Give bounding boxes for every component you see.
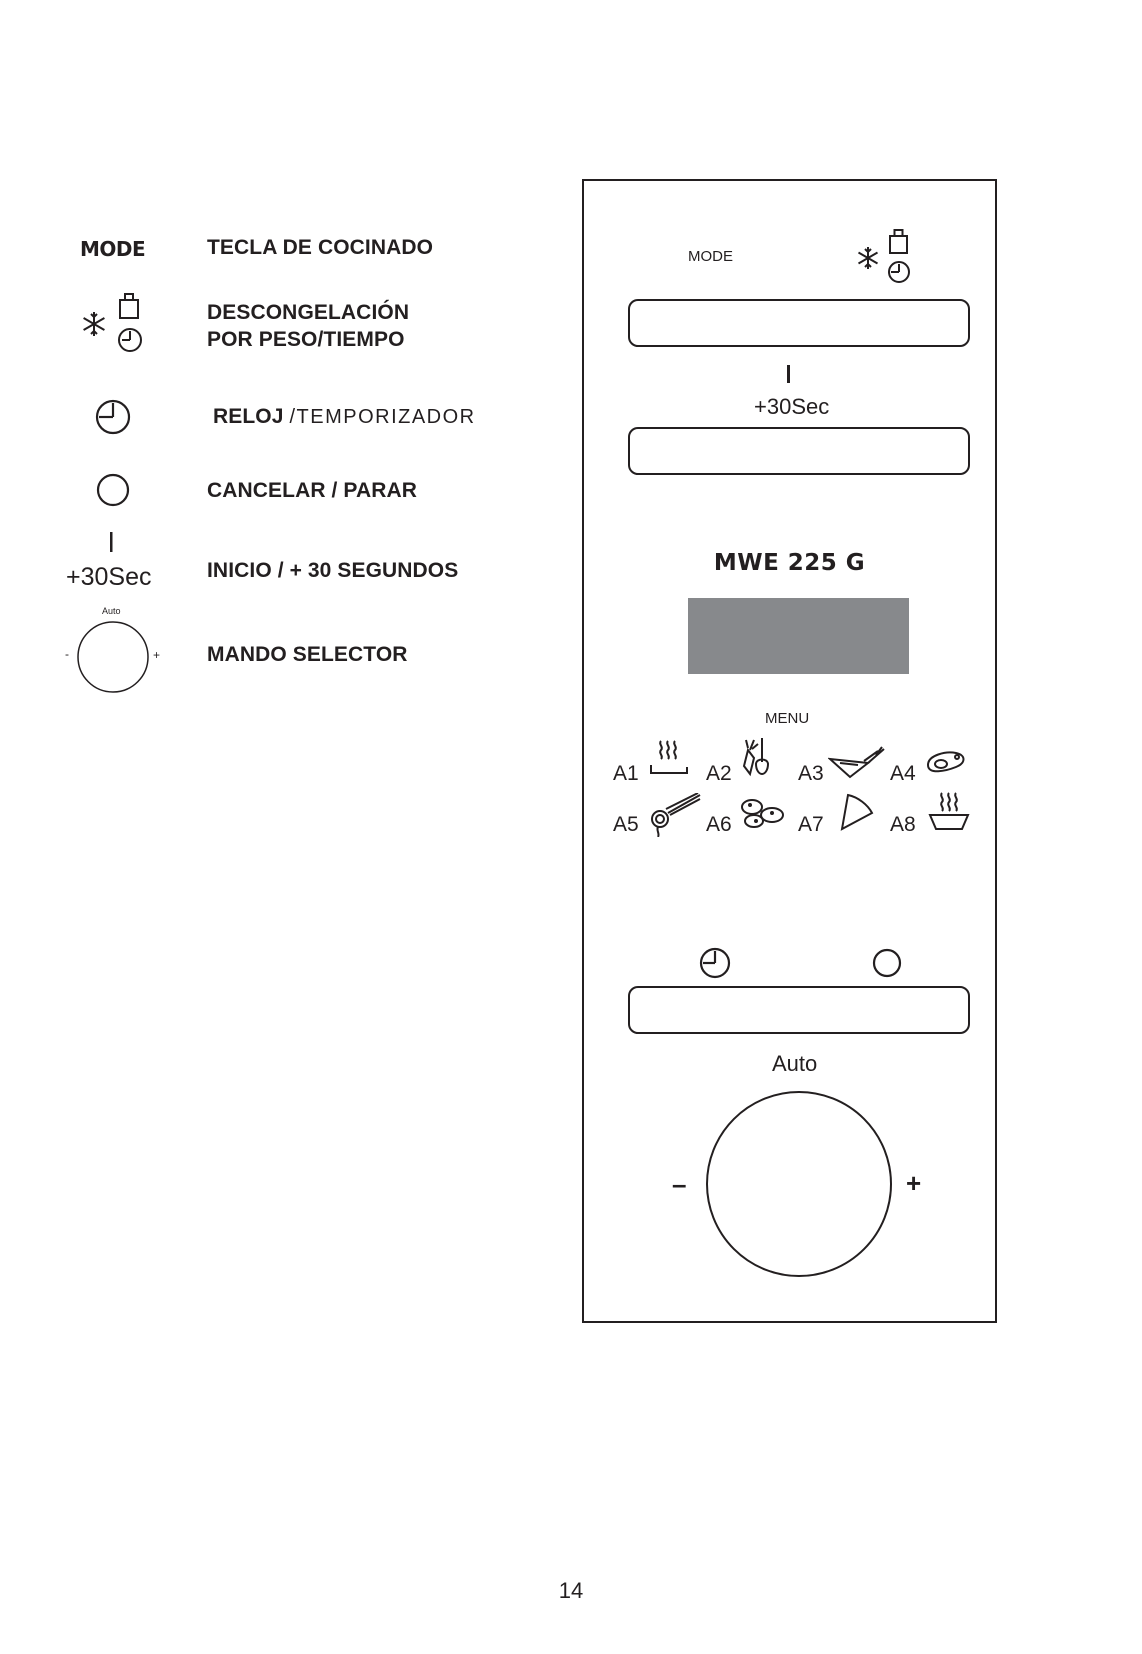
legend-label-defrost	[207, 299, 409, 353]
program-a1-code: A1	[613, 762, 639, 785]
dial-auto-label: Auto	[772, 1051, 818, 1076]
defrost-weight-time-icon	[78, 288, 146, 358]
program-a6-code: A6	[706, 813, 732, 836]
selector-dial[interactable]	[704, 1089, 894, 1279]
soup-bowl-icon	[928, 791, 970, 833]
clock-stop-button-bar[interactable]	[628, 986, 970, 1034]
start-symbol-text: +30Sec	[66, 563, 152, 591]
legend-label-defrost-line2: POR PESO/TIEMPO	[207, 328, 405, 351]
knob-auto-label: Auto	[102, 606, 121, 616]
pizza-slice-icon	[838, 793, 874, 833]
program-a8-code: A8	[890, 813, 916, 836]
panel-start-mark	[787, 365, 790, 383]
display-window	[688, 598, 909, 674]
legend-label-stop: CANCELAR / PARAR	[207, 479, 418, 502]
legend-label-start: INICIO / + 30 SEGUNDOS	[207, 559, 459, 582]
pasta-fork-icon	[644, 793, 702, 837]
start-icon	[110, 532, 114, 552]
panel-start-label: +30Sec	[754, 394, 830, 419]
page-number: 14	[558, 1578, 584, 1603]
stop-circle-icon	[95, 472, 131, 508]
mode-defrost-button-bar[interactable]	[628, 299, 970, 347]
dial-plus: +	[906, 1168, 922, 1198]
program-a2-code: A2	[706, 762, 732, 785]
knob-plus: +	[153, 648, 161, 662]
menu-label: MENU	[765, 710, 810, 727]
legend-label-defrost-line1: DESCONGELACIÓN	[207, 301, 410, 324]
panel-clock-icon	[698, 946, 732, 980]
potatoes-icon	[738, 795, 786, 831]
panel-mode-label: MODE	[688, 248, 733, 265]
program-a5-code: A5	[613, 813, 639, 836]
fish-icon	[828, 745, 886, 779]
program-a7-code: A7	[798, 813, 824, 836]
program-a4-code: A4	[890, 762, 916, 785]
control-panel	[582, 179, 997, 1323]
legend-label-clock-light: /TEMPORIZADOR	[289, 406, 476, 428]
panel-stop-icon	[871, 947, 903, 979]
legend-label-clock	[213, 403, 476, 431]
legend-label-selector: MANDO SELECTOR	[207, 643, 408, 666]
start-button-bar[interactable]	[628, 427, 970, 475]
model-name: MWE 225 G	[713, 550, 866, 576]
legend-label-clock-bold: RELOJ	[213, 405, 284, 428]
panel-defrost-icon	[854, 224, 916, 288]
clock-icon	[94, 398, 132, 436]
mode-symbol: MODE	[80, 237, 146, 261]
meat-icon	[924, 747, 968, 777]
vegetables-icon	[742, 734, 776, 780]
dial-minus: –	[672, 1169, 687, 1199]
selector-knob-icon	[76, 620, 150, 694]
steam-plate-icon	[648, 737, 692, 779]
knob-minus: -	[65, 647, 69, 661]
program-a3-code: A3	[798, 762, 824, 785]
legend-label-mode: TECLA DE COCINADO	[207, 236, 434, 259]
